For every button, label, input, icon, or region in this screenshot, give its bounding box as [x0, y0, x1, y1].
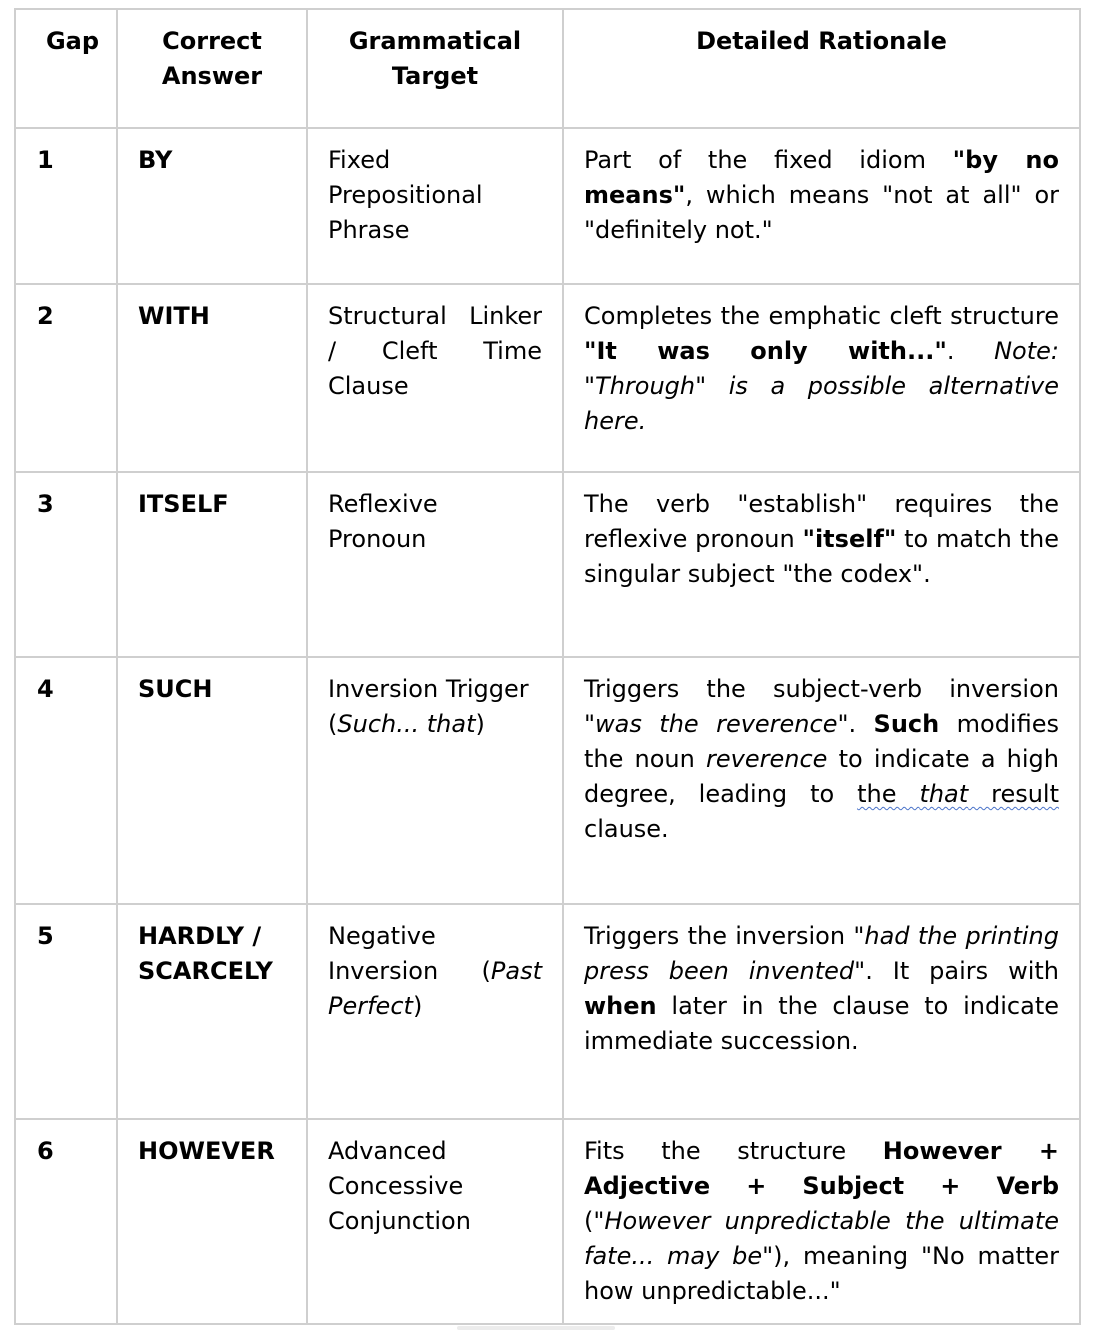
detailed-rationale — [563, 284, 1080, 472]
correct-answer: ITSELF — [117, 472, 307, 657]
text-run: ), meaning "No matter how unpredictable..." — [584, 1242, 1059, 1305]
text-run: ) — [475, 710, 485, 738]
correct-answer: HARDLY / SCARCELY — [117, 904, 307, 1119]
table-row — [15, 904, 1080, 1119]
text-run: modifies the noun — [584, 710, 1059, 773]
text-run: Triggers the inversion — [584, 922, 854, 950]
correct-answer: HOWEVER — [117, 1119, 307, 1324]
text-run: Past Perfect — [328, 957, 542, 1020]
text-run: "It was only with..." — [584, 337, 947, 365]
text-run: to indicate a high degree, leading to — [584, 745, 1060, 808]
text-run: ) — [412, 992, 423, 1020]
text-run: that — [919, 780, 969, 808]
text-run: Triggers the subject-verb inversion — [584, 675, 1059, 703]
text-run: Such — [873, 710, 940, 738]
text-run: when — [584, 992, 657, 1020]
horizontal-scrollbar[interactable] — [457, 1326, 615, 1330]
text-run: , which means "not at all" or "definitely not." — [584, 181, 1059, 244]
text-run: Note: "Through" is a possible alternative here. — [584, 337, 1059, 435]
header-detailed-rationale: Detailed Rationale — [563, 9, 1080, 128]
text-run: Completes the emphatic cleft structure — [584, 302, 1059, 330]
detailed-rationale — [563, 472, 1080, 657]
detailed-rationale — [563, 128, 1080, 284]
text-run: However + Adjective + Subject + Verb — [584, 1137, 1060, 1200]
text-run: The verb "establish" requires the reflexive pronoun — [584, 490, 1059, 553]
correct-answer: WITH — [117, 284, 307, 472]
table-row — [15, 1119, 1080, 1324]
text-run: Such... that — [337, 710, 476, 738]
gap-number: 6 — [15, 1119, 117, 1324]
text-run: Part of the fixed idiom — [584, 146, 953, 174]
text-run: result — [968, 780, 1060, 808]
gap-number: 5 — [15, 904, 117, 1119]
gap-number: 2 — [15, 284, 117, 472]
grammatical-target: Fixed Prepositional Phrase — [307, 128, 563, 284]
text-run: Inversion Trigger ( — [328, 675, 529, 738]
gap-number: 3 — [15, 472, 117, 657]
answer-key-table — [14, 8, 1081, 1325]
text-run: "itself" — [802, 525, 897, 553]
text-run: to match the singular subject "the codex". — [584, 525, 1059, 588]
gap-number: 1 — [15, 128, 117, 284]
grammatical-target — [307, 904, 563, 1119]
header-correct-answer: Correct Answer — [117, 9, 307, 128]
header-gap: Gap — [15, 9, 117, 128]
text-run: . — [848, 710, 874, 738]
text-run: later in the clause to indicate immediate succession. — [584, 992, 1059, 1055]
table-header-row — [15, 9, 1080, 128]
text-run: . — [946, 337, 995, 365]
detailed-rationale — [563, 657, 1080, 904]
detailed-rationale — [563, 1119, 1080, 1324]
correct-answer: SUCH — [117, 657, 307, 904]
detailed-rationale — [563, 904, 1080, 1119]
text-run: Fits the structure — [584, 1137, 883, 1165]
gap-number: 4 — [15, 657, 117, 904]
text-run: reverence — [706, 745, 828, 773]
grammatical-target: Structural Linker / Cleft Time Clause — [307, 284, 563, 472]
text-run: the — [857, 780, 920, 808]
grammatical-target: Reflexive Pronoun — [307, 472, 563, 657]
grammatical-target — [307, 657, 563, 904]
grammatical-target: Advanced Concessive Conjunction — [307, 1119, 563, 1324]
table-row — [15, 128, 1080, 284]
text-run: "was the reverence" — [584, 710, 849, 738]
text-run: "had the printing press been invented" — [584, 922, 1059, 985]
text-run: . It pairs with — [865, 957, 1060, 985]
table-row — [15, 657, 1080, 904]
text-run: Negative Inversion ( — [328, 922, 491, 985]
table-row — [15, 472, 1080, 657]
header-grammatical-target: Grammatical Target — [307, 9, 563, 128]
text-run: clause. — [584, 815, 669, 843]
table-row — [15, 284, 1080, 472]
text-run: "by no means" — [584, 146, 1059, 209]
text-run: ( — [584, 1207, 594, 1235]
correct-answer: BY — [117, 128, 307, 284]
text-run: "However unpredictable the ultimate fate... may be" — [584, 1207, 1059, 1270]
